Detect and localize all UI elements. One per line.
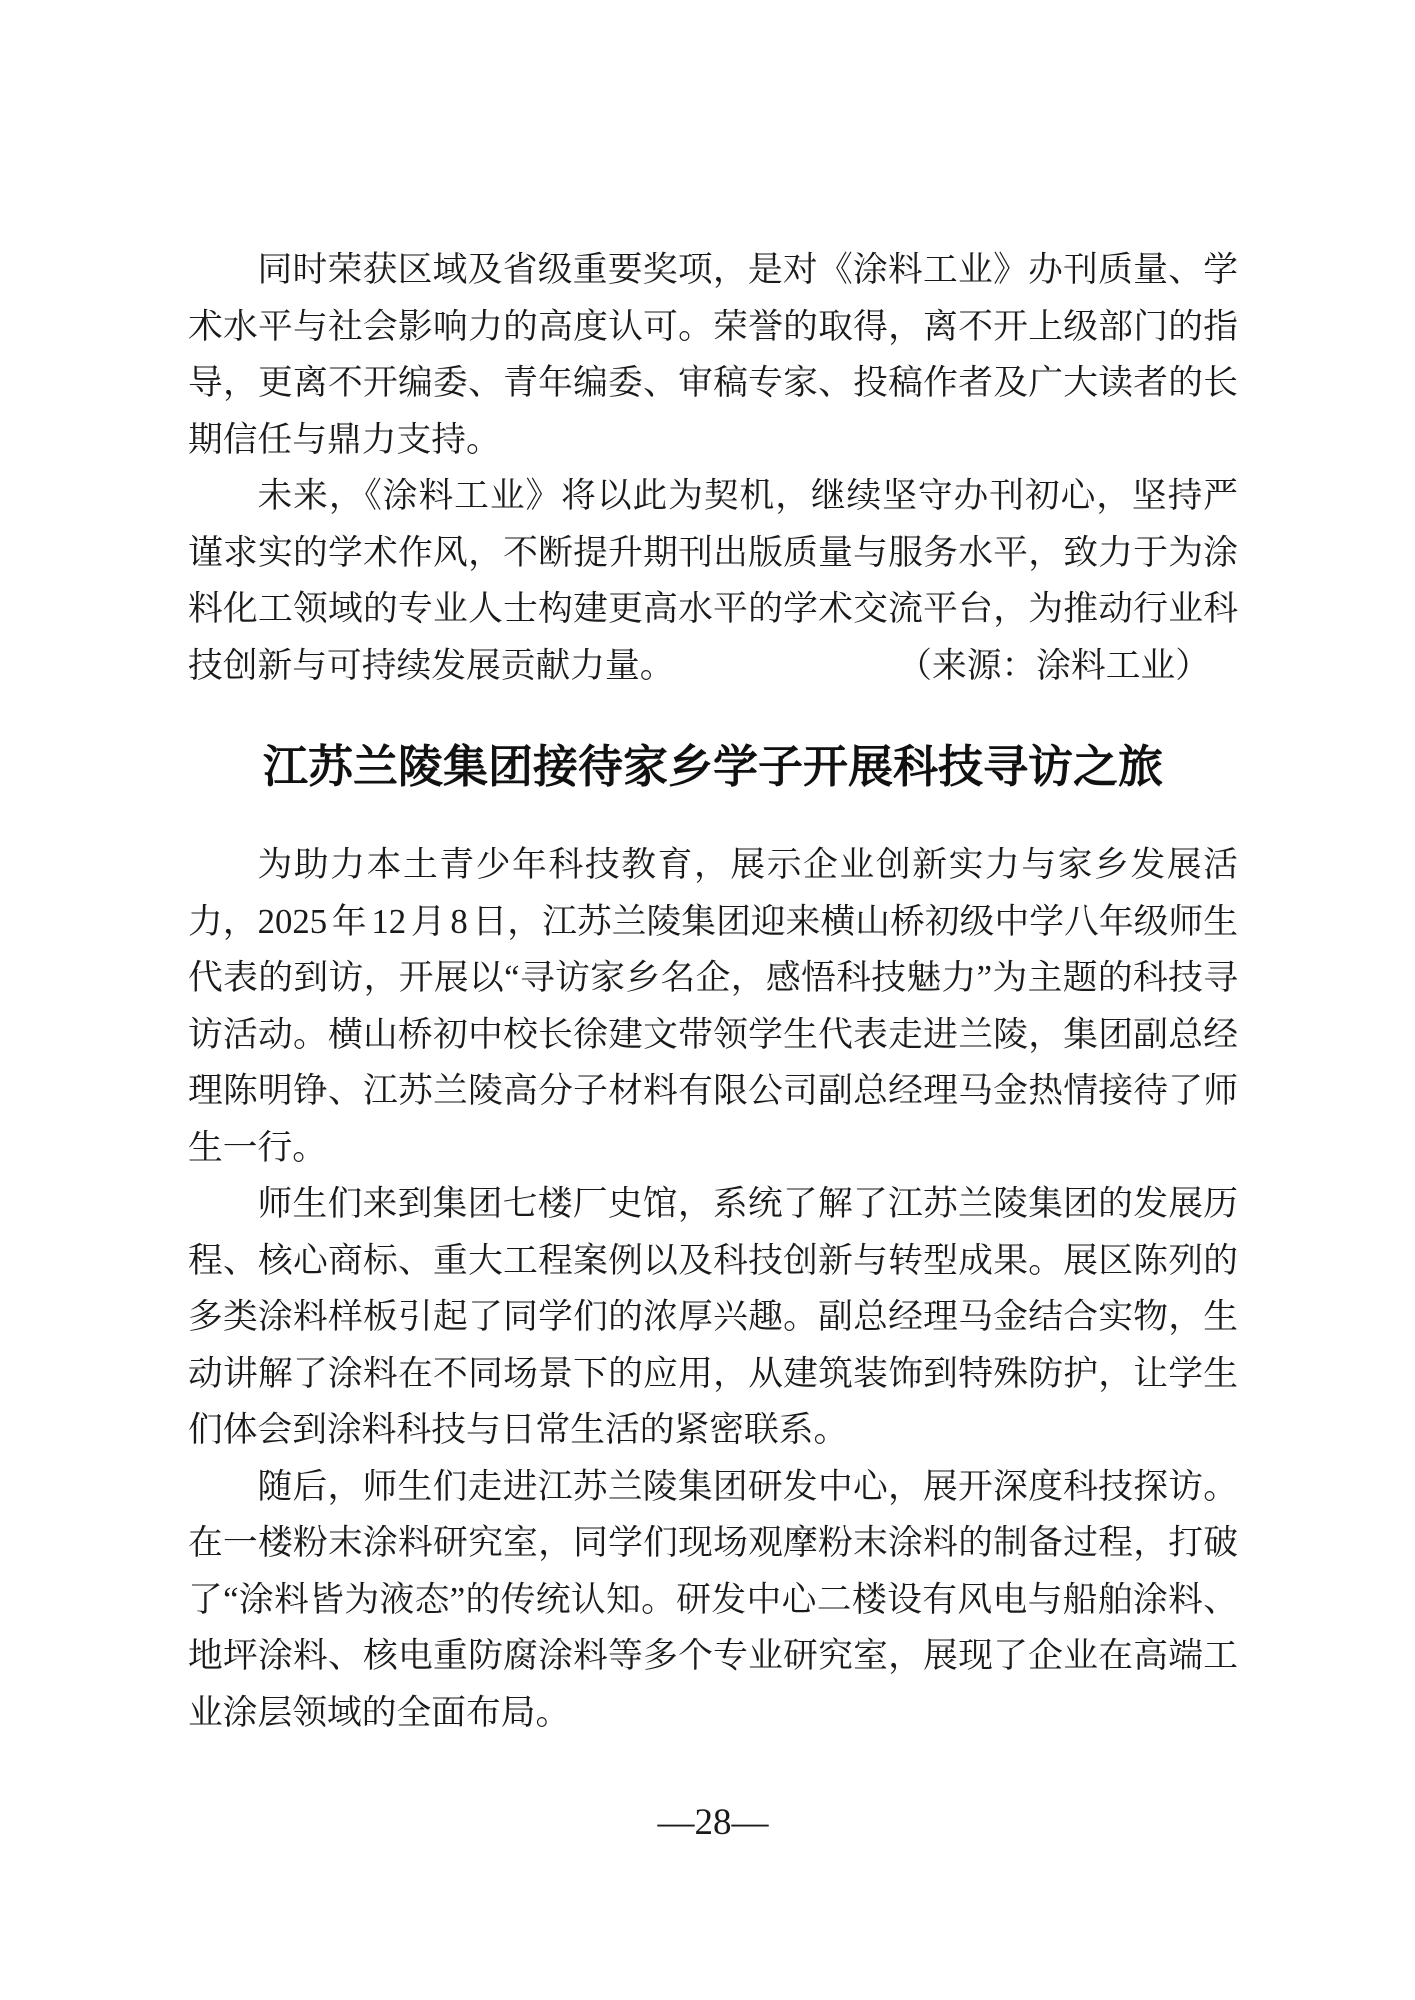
page-content [188,242,1238,1741]
prev-article-paragraph-1: 同时荣获区域及省级重要奖项，是对《涂料工业》办刊质量、学术水平与社会影响力的高度认可。荣誉的取得，离不开上级部门的指导，更离不开编委、青年编委、审稿专家、投稿作者及广大读者的长期信任与鼎力支持。 [188,250,1238,459]
article-paragraph-1: 为助力本土青少年科技教育，展示企业创新实力与家乡发展活力，2025 年 12 月 8 日，江苏兰陵集团迎来横山桥初级中学八年级师生代表的到访，开展以“寻访家乡名企，感悟科技魅力”为主题的科技寻访活动。横山桥初中校长徐建文带领学生代表走进兰陵，集团副总经理陈明铮、江苏兰陵高分子材料有限公司副总经理马金热情接待了师生一行。 [188,845,1238,1167]
article-title: 江苏兰陵集团接待家乡学子开展科技寻访之旅 [262,742,1163,792]
source-attribution: （来源：涂料工业） [897,645,1210,685]
prev-article-paragraph-2 [188,468,1238,694]
page-number: —28— [657,1802,769,1843]
article-paragraph-2: 师生们来到集团七楼厂史馆，系统了解了江苏兰陵集团的发展历程、核心商标、重大工程案例以及科技创新与转型成果。展区陈列的多类涂料样板引起了同学们的浓厚兴趣。副总经理马金结合实物，生动讲解了涂料在不同场景下的应用，从建筑装饰到特殊防护，让学生们体会到涂料科技与日常生活的紧密联系。 [188,1184,1238,1449]
article-paragraph-3: 随后，师生们走进江苏兰陵集团研发中心，展开深度科技探访。在一楼粉末涂料研究室，同学们现场观摩粉末涂料的制备过程，打破了“涂料皆为液态”的传统认知。研发中心二楼设有风电与船舶涂料、地坪涂料、核电重防腐涂料等多个专业研究室，展现了企业在高端工业涂层领域的全面布局。 [188,1466,1238,1732]
prev-article-paragraph-2-text: 未来，《涂料工业》将以此为契机，继续坚守办刊初心，坚持严谨求实的学术作风，不断提升期刊出版质量与服务水平，致力于为涂料化工领域的专业人士构建更高水平的学术交流平台，为推动行业科技创新与可持续发展贡献力量。 [188,476,1238,685]
